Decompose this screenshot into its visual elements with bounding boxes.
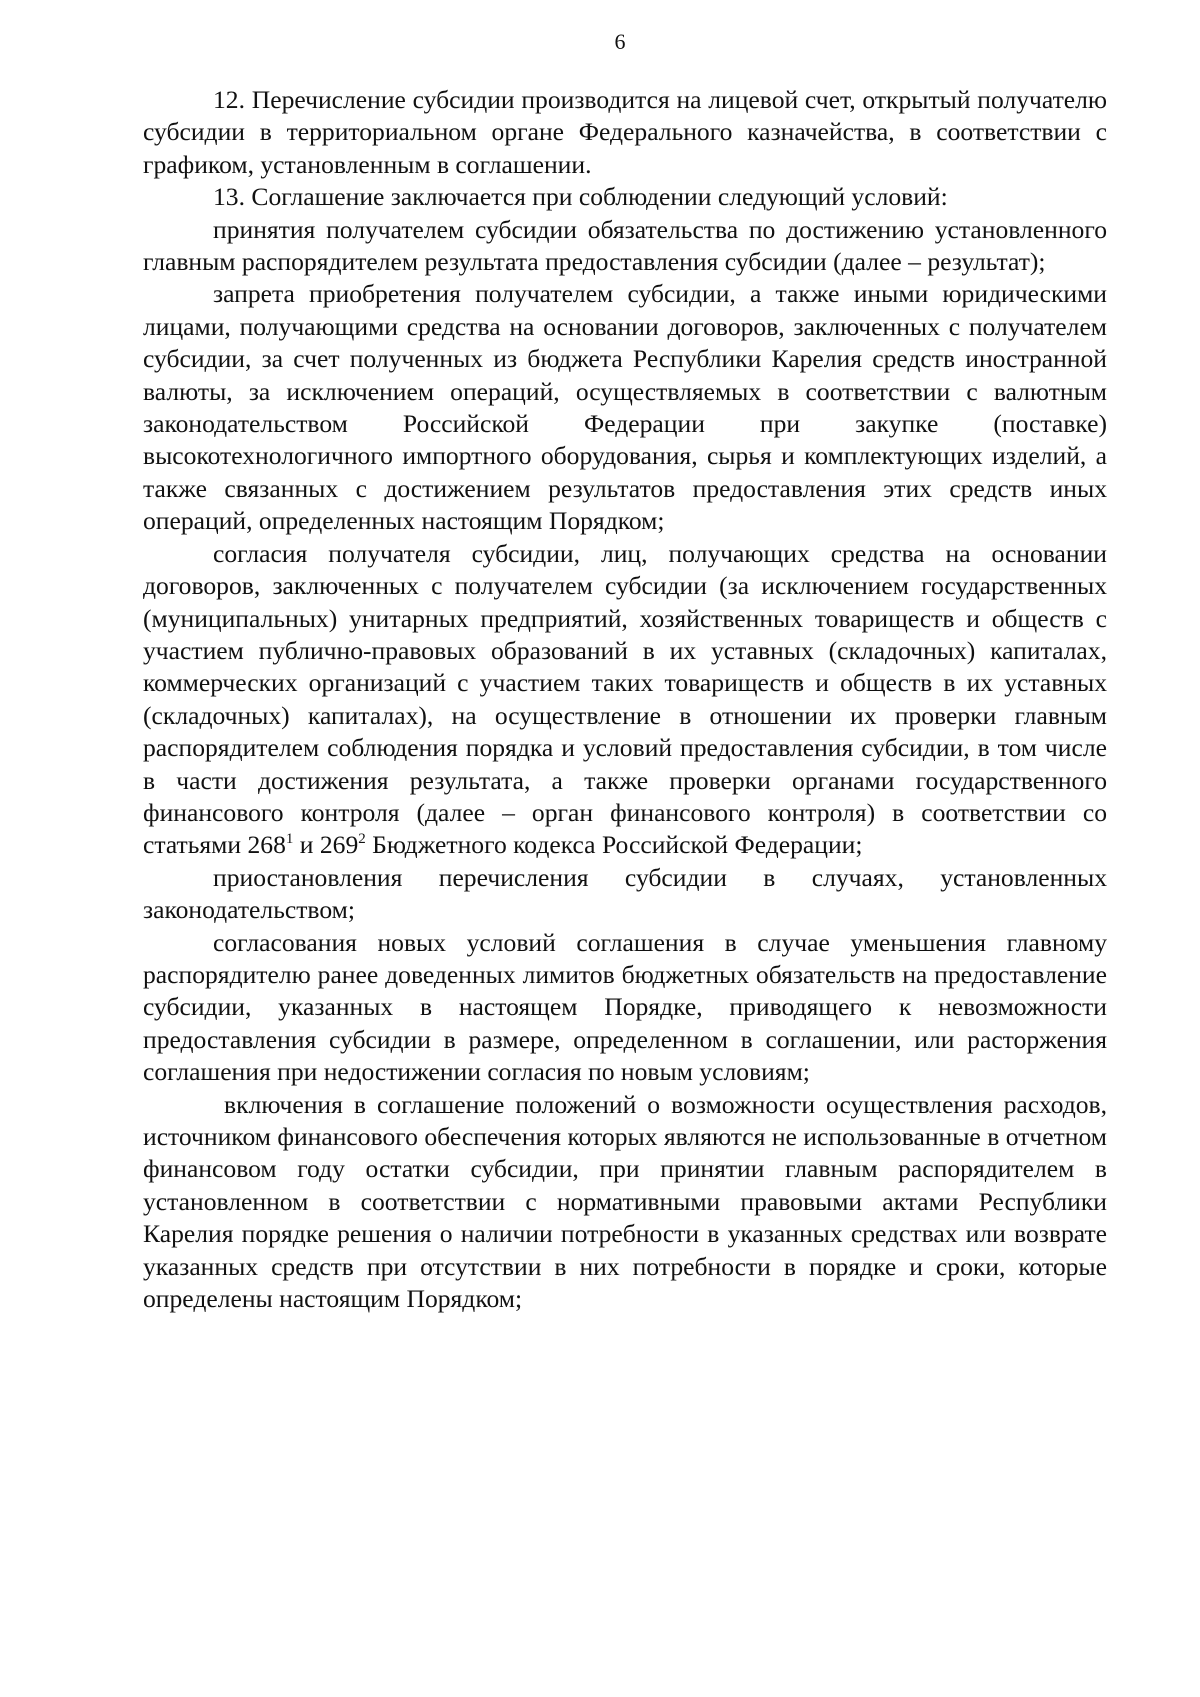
condition-consent xyxy=(143,538,1107,862)
condition-remainder: включения в соглашение положений о возможности осуществления расходов, источником финансового обеспечения которых являются не использованные в отчетном финансовом году остатки субсидии, при принятии главным распорядителем в установленном в соответствии с нормативными правовыми актами Республики Карелия порядке решения о наличии потребности в указанных средствах или возврате указанных средств при отсутствии в них потребности в порядке и сроки, которые определены настоящим Порядком; xyxy=(143,1089,1114,1314)
condition-consent-text-3: Бюджетного кодекса Российской Федерации; xyxy=(365,830,863,860)
condition-result: принятия получателем субсидии обязательства по достижению установленного главным распорядителем результата предоставления субсидии (далее – результат); xyxy=(143,214,1107,277)
paragraph-12: 12. Перечисление субсидии производится на лицевой счет, открытый получателю субсидии в территориальном органе Федерального казначейства, в соответствии с графиком, установленным в соглашении. xyxy=(143,85,1107,179)
article-268-superscript: 1 xyxy=(285,831,294,848)
condition-consent-text: согласия получателя субсидии, лиц, получающих средства на основании договоров, заключенных с получателем субсидии (за исключением государственных (муниципальных) унитарных предприятий, хозяйственных товариществ и обществ с участием публично-правовых образований в их уставных (складочных) капиталах, коммерческих организаций с участием таких товариществ и обществ в их уставных (складочных) капиталах), на осуществление в отношении их проверки главным распорядителем соблюдения порядка и условий предоставления субсидии, в том числе в части достижения результата, а также проверки органами государственного финансового контроля (далее – орган финансового контроля) в соответствии со статьями 268 xyxy=(143,538,1107,860)
condition-new-terms: согласования новых условий соглашения в случае уменьшения главному распорядителю ранее доведенных лимитов бюджетных обязательств на предоставление субсидии, указанных в настоящем Порядке, приводящего к невозможности предоставления субсидии в размере, определенном в соглашении, или расторжения соглашения при недостижении согласия по новым условиям; xyxy=(143,927,1107,1087)
document-body xyxy=(143,84,1114,1315)
paragraph-13: 13. Соглашение заключается при соблюдении следующий условий: xyxy=(213,182,948,212)
condition-consent-text-2: и 269 xyxy=(293,830,359,860)
condition-currency: запрета приобретения получателем субсидии, а также иными юридическими лицами, получающими средства на основании договоров, заключенных с получателем субсидии, за счет полученных из бюджета Республики Карелия средств иностранной валюты, за исключением операций, осуществляемых в соответствии с валютным законодательством Российской Федерации при закупке (поставке) высокотехнологичного импортного оборудования, сырья и комплектующих изделий, а также связанных с достижением результатов предоставления этих средств иных операций, определенных настоящим Порядком; xyxy=(143,279,1107,536)
condition-suspension: приостановления перечисления субсидии в случаях, установленных законодательством; xyxy=(143,862,1107,925)
page-number: 6 xyxy=(614,29,626,54)
article-269-superscript: 2 xyxy=(358,831,366,848)
